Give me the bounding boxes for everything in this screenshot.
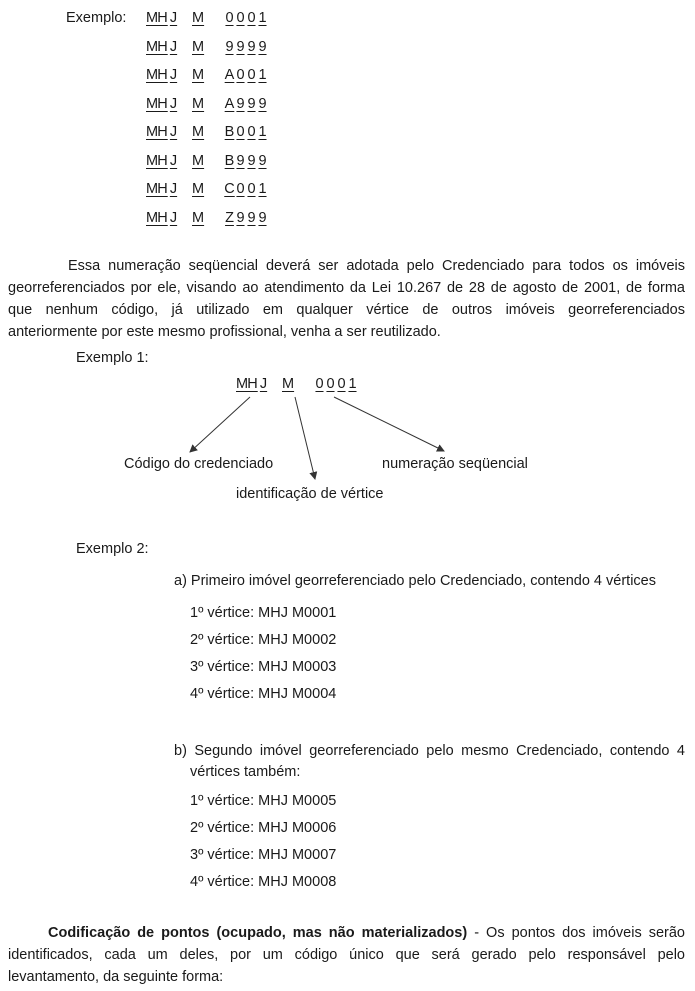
- code-char: 0: [337, 376, 346, 392]
- code-char: M: [192, 95, 205, 112]
- code-char: J: [169, 181, 178, 197]
- arrow-credenciado: [190, 397, 250, 452]
- code-char: 9: [258, 95, 267, 112]
- code-char: J: [169, 67, 178, 83]
- code-char: 0: [236, 124, 245, 140]
- paragraph-line: Essa numeração seqüencial deverá ser adotada pelo Credenciado para todos os imóveis: [68, 258, 685, 274]
- code-char: M: [192, 10, 205, 26]
- label-vertice: identificação de vértice: [236, 486, 384, 502]
- code-char: 0: [247, 181, 256, 197]
- code-char: H: [157, 67, 168, 83]
- code-char: M: [192, 181, 205, 197]
- code-char: M: [192, 124, 205, 140]
- code-char: 0: [247, 10, 256, 26]
- code-char: M: [236, 376, 249, 392]
- code-char: M: [146, 10, 159, 26]
- code-char: H: [157, 124, 168, 140]
- code-char: H: [157, 152, 168, 169]
- bold-heading: Codificação de pontos (ocupado, mas não materializados): [48, 925, 468, 941]
- code-char: 9: [236, 38, 245, 55]
- code-char: 9: [247, 152, 256, 169]
- vertex-line: 1º vértice: MHJ M0001: [190, 605, 337, 621]
- code-char: M: [282, 376, 295, 392]
- code-char: H: [157, 95, 168, 112]
- code-char: M: [146, 67, 159, 83]
- label-sequencial: numeração seqüencial: [382, 456, 528, 472]
- code-char: 9: [258, 209, 267, 226]
- code-char: M: [146, 38, 159, 55]
- vertex-line: 1º vértice: MHJ M0005: [190, 793, 337, 809]
- paragraph-line: que nenhum código, já utilizado em qualquer vértice de outros imóveis georreferenciados: [8, 302, 685, 318]
- code-char: 9: [258, 38, 267, 55]
- arrow-vertice: [295, 397, 315, 479]
- paragraph-line: levantamento, da seguinte forma:: [8, 969, 224, 985]
- code-char: Z: [225, 209, 234, 226]
- code-char: H: [247, 376, 258, 392]
- paragraph-line: identificados, cada um deles, por um código único que será gerado pelo responsável pelo: [8, 947, 685, 963]
- code-char: 9: [236, 209, 245, 226]
- code-char: J: [169, 10, 178, 26]
- code-char: 0: [236, 10, 245, 26]
- code-char: M: [192, 38, 205, 55]
- example-label: Exemplo:: [66, 10, 127, 26]
- code-char: A: [224, 67, 235, 83]
- code-char: M: [146, 124, 159, 140]
- code-char: 9: [247, 38, 256, 55]
- code-char: M: [146, 181, 159, 197]
- code-char: M: [192, 152, 205, 169]
- code-char: J: [169, 152, 178, 169]
- heading-rest: - Os pontos dos imóveis serão: [467, 925, 685, 941]
- code-char: 9: [236, 95, 245, 112]
- paragraph-line: anteriormente por este mesmo profissional, venha a ser reutilizado.: [8, 324, 441, 340]
- code-char: J: [169, 209, 178, 226]
- code-char: J: [169, 38, 178, 55]
- code-char: 1: [258, 67, 267, 83]
- code-char: 9: [258, 152, 267, 169]
- code-char: 0: [225, 10, 234, 26]
- code-char: 1: [348, 376, 357, 392]
- arrow-sequencial: [334, 397, 444, 451]
- vertex-line: 4º vértice: MHJ M0004: [190, 686, 337, 702]
- item-b-title: b) Segundo imóvel georreferenciado pelo mesmo Credenciado, contendo 4: [174, 743, 685, 759]
- vertex-line: 2º vértice: MHJ M0002: [190, 632, 337, 648]
- item-a-title: a) Primeiro imóvel georreferenciado pelo Credenciado, contendo 4 vértices: [174, 573, 656, 589]
- code-char: 0: [236, 67, 245, 83]
- code-char: J: [169, 124, 178, 140]
- label-credenciado: Código do credenciado: [124, 456, 274, 472]
- code-char: 0: [326, 376, 335, 392]
- vertex-line: 3º vértice: MHJ M0007: [190, 847, 337, 863]
- code-char: 1: [258, 124, 267, 140]
- code-char: 9: [236, 152, 245, 169]
- code-char: 1: [258, 181, 267, 197]
- example1-label: Exemplo 1:: [76, 350, 149, 366]
- code-char: H: [157, 10, 168, 26]
- code-char: M: [146, 209, 159, 226]
- item-b-title-cont: vértices também:: [190, 764, 301, 780]
- code-char: H: [157, 209, 168, 226]
- code-char: 0: [247, 67, 256, 83]
- code-char: H: [157, 38, 168, 55]
- code-char: 0: [236, 181, 245, 197]
- code-char: M: [192, 67, 205, 83]
- code-char: J: [169, 95, 178, 112]
- vertex-line: 2º vértice: MHJ M0006: [190, 820, 337, 836]
- vertex-line: 3º vértice: MHJ M0003: [190, 659, 337, 675]
- code-char: A: [224, 95, 235, 112]
- code-char: 9: [247, 209, 256, 226]
- code-char: B: [224, 124, 235, 140]
- paragraph-line: georreferenciados por ele, visando ao atendimento da Lei 10.267 de 28 de agosto de 2001, de forma: [8, 280, 685, 296]
- code-char: M: [146, 95, 159, 112]
- code-char: M: [192, 209, 205, 226]
- code-char: 1: [258, 10, 267, 26]
- code-char: C: [224, 181, 235, 197]
- code-char: 9: [225, 38, 234, 55]
- code-char: J: [259, 376, 268, 392]
- code-char: 9: [247, 95, 256, 112]
- vertex-line: 4º vértice: MHJ M0008: [190, 874, 337, 890]
- code-char: 0: [315, 376, 324, 392]
- code-char: M: [146, 152, 159, 169]
- code-char: H: [157, 181, 168, 197]
- code-char: B: [224, 152, 235, 169]
- example2-label: Exemplo 2:: [76, 541, 149, 557]
- code-char: 0: [247, 124, 256, 140]
- paragraph-line: [48, 925, 685, 941]
